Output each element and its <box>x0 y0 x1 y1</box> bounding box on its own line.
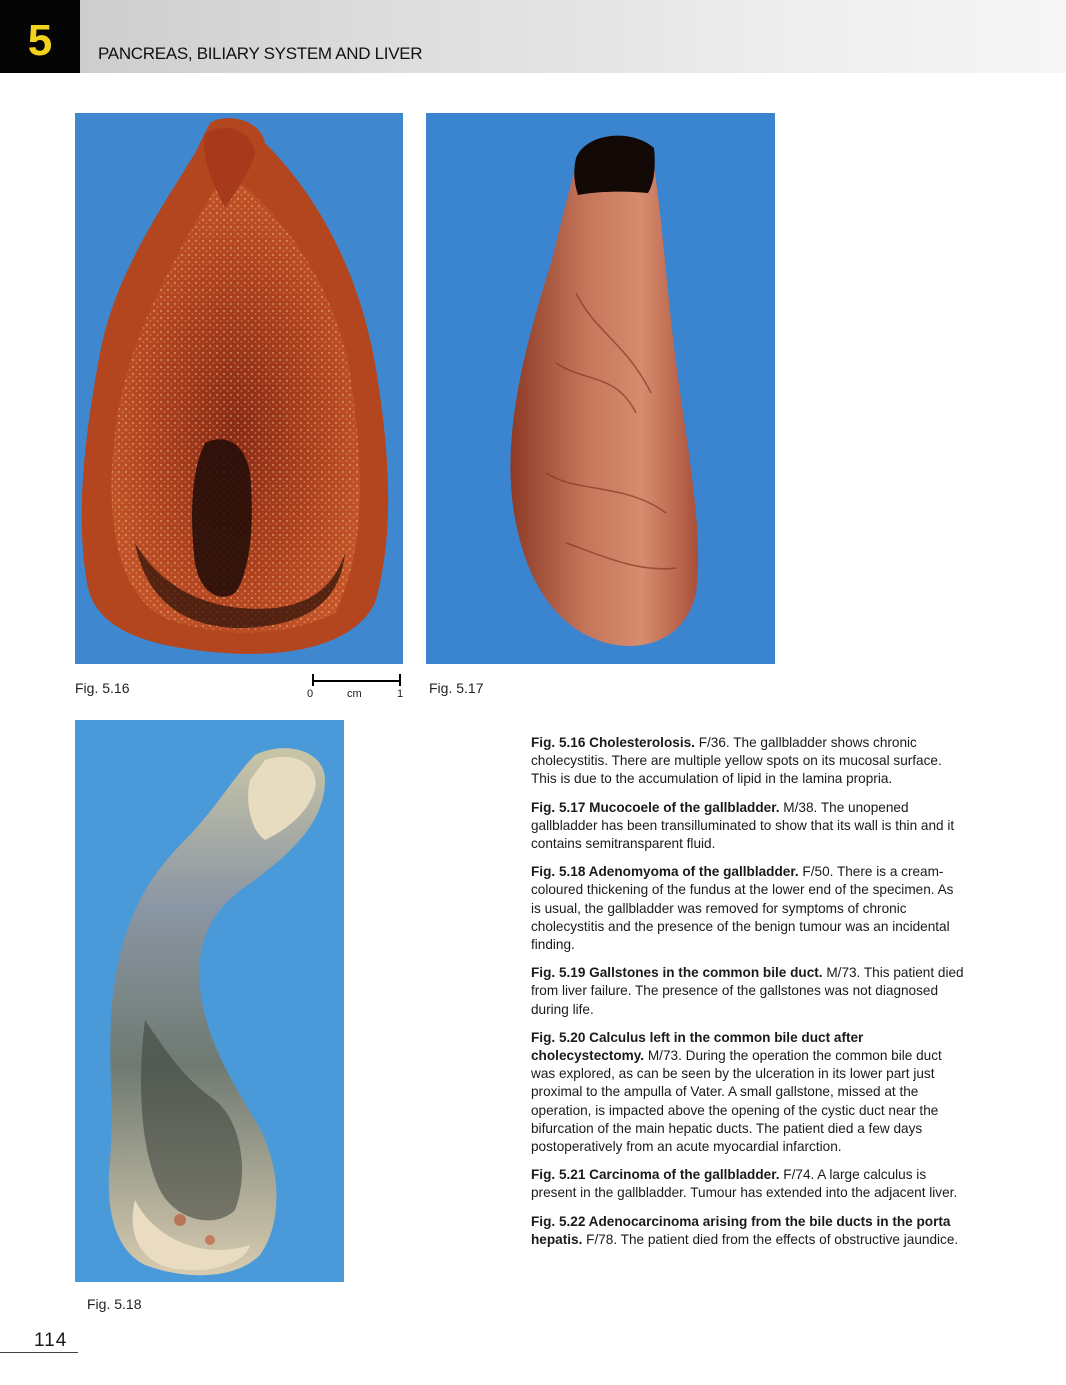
figure-5-16-photo <box>75 113 403 664</box>
figure-5-18-label: Fig. 5.18 <box>87 1296 142 1312</box>
scale-bar <box>305 674 405 704</box>
caption-text: F/50. There is a cream-coloured thickening of the fundus at the lower end of the specimen. As is usual, the gallbladder was removed for symptoms of chronic cholecystitis and the presence of the benign tumour was an incidental finding. <box>531 864 954 953</box>
scale-label-zero: 0 <box>307 688 314 700</box>
caption-text: M/73. During the operation the common bile duct was explored, as can be seen by the ulceration in its lower part just proximal to the ampulla of Vater. A small gallstone, missed at the operation, is impacted above the opening of the cystic duct near the bifurcation of the main hepatic ducts. The patient died a few days postoperatively from an acute myocardial infarction. <box>531 1048 942 1155</box>
caption-text: F/36. The gallbladder shows chronic cholecystitis. There are multiple yellow spots on its mucosal surface. This is due to the accumulation of lipid in the lamina propria. <box>531 735 942 787</box>
caption-5-17 <box>531 799 967 854</box>
scale-line <box>312 680 400 682</box>
caption-5-18 <box>531 863 967 954</box>
caption-text: M/73. This patient died from liver failure. The presence of the gallstones was not diagnosed during life. <box>531 965 964 1017</box>
chapter-number-box <box>0 0 80 73</box>
chapter-title: PANCREAS, BILIARY SYSTEM AND LIVER <box>98 44 423 63</box>
caption-5-19 <box>531 964 967 1019</box>
caption-5-22 <box>531 1213 967 1249</box>
figure-5-17-label: Fig. 5.17 <box>429 680 484 696</box>
figure-5-17-photo <box>426 113 775 664</box>
scale-tick-right <box>399 674 401 686</box>
page-number-rule <box>0 1352 78 1353</box>
caption-title: Fig. 5.20 Calculus left in the common bile duct after cholecystectomy. <box>531 1029 864 1064</box>
caption-title: Fig. 5.16 Cholesterolosis. <box>531 735 695 750</box>
caption-5-21 <box>531 1166 967 1202</box>
caption-text: F/78. The patient died from the effects of obstructive jaundice. <box>582 1231 959 1247</box>
page-number: 114 <box>34 1330 68 1351</box>
caption-title: Fig. 5.22 Adenocarcinoma arising from the bile ducts in the porta hepatis. <box>531 1213 951 1247</box>
caption-title: Fig. 5.21 Carcinoma of the gallbladder. <box>531 1167 780 1183</box>
caption-title: Fig. 5.17 Mucocoele of the gallbladder. <box>531 799 780 815</box>
chapter-number: 5 <box>27 15 53 65</box>
caption-5-20 <box>531 1029 967 1156</box>
figure-5-16-label: Fig. 5.16 <box>75 680 130 696</box>
caption-5-16 <box>531 734 967 789</box>
caption-title: Fig. 5.18 Adenomyoma of the gallbladder. <box>531 864 799 880</box>
scale-label-unit: cm <box>347 688 362 700</box>
figure-5-18-photo <box>75 720 344 1282</box>
caption-title: Fig. 5.19 Gallstones in the common bile duct. <box>531 965 823 981</box>
figure-captions <box>531 734 967 1259</box>
scale-label-one: 1 <box>397 688 404 700</box>
caption-text: F/74. A large calculus is present in the gallbladder. Tumour has extended into the adjacent liver. <box>531 1167 958 1201</box>
caption-text: M/38. The unopened gallbladder has been transilluminated to show that its wall is thin and it contains semitransparent fluid. <box>531 799 955 852</box>
